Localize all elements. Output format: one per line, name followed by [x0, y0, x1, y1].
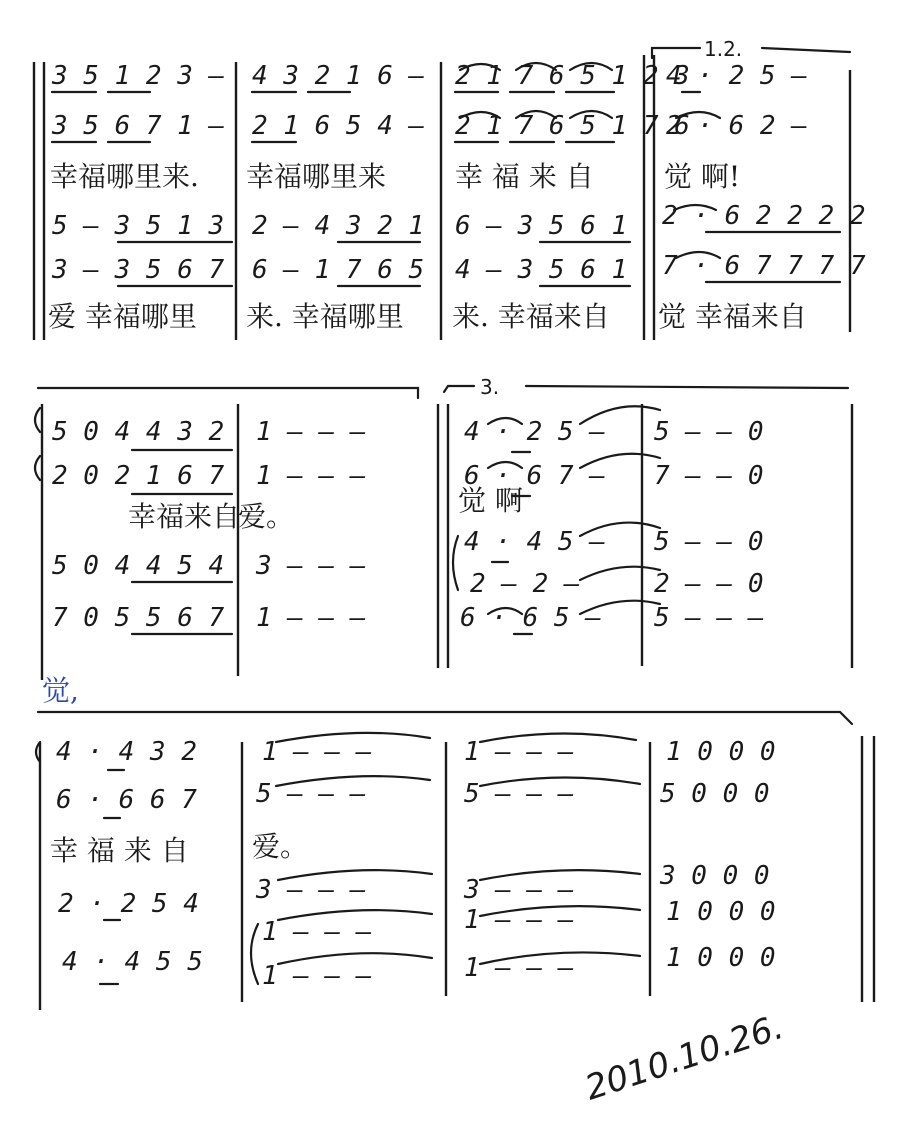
s3-r5-c3: 1 — — — — [464, 905, 574, 935]
date-signature — [580, 1007, 788, 1109]
s3-r6-c4: 1 0 0 0 — [666, 943, 776, 973]
s2-r6-c4: 5 — — — — [654, 603, 764, 633]
s1-r1-c4: 4 · 2 5 — — [666, 61, 807, 91]
s1-r3-lyric-3: 幸 福 来 自 — [455, 160, 594, 193]
system-1 — [34, 37, 866, 340]
volta-1-2 — [652, 37, 850, 61]
s2-r2-c2: 1 — — — — [256, 461, 366, 491]
s2-r4-c2: 3 — — — — [256, 551, 366, 581]
s3-r6-c1: 4 · 4 5 5 — [62, 947, 203, 977]
s1-r2-c4: 2 · 6 2 — — [666, 111, 807, 141]
s1-r2-c2: 2 1 6 5 4 — — [252, 111, 425, 141]
volta-label-1-2: 1.2. — [704, 37, 743, 61]
s1-r3-lyric-4: 觉 啊! — [664, 160, 741, 193]
s2-r5-c2: 1 — — — — [256, 603, 366, 633]
s1-r1-c3: 2 1 7 6 5 1 2 3 — [455, 61, 690, 91]
s3-r1-c3: 1 — — — — [464, 737, 574, 767]
date-text: 2010.10.26. — [580, 1007, 789, 1109]
s1-r4-c3: 6 — 3 5 6 1 — [455, 211, 628, 241]
s3-r2-c3: 5 — — — — [464, 779, 574, 809]
s1-r5-c4: 7 · 6 7 7 7 7 — [662, 251, 866, 281]
s3-r1-c2: 1 — — — — [262, 737, 372, 767]
s1-r2-c1: 3 5 6 7 1 — — [52, 111, 225, 141]
s2-r4-c3: 4 · 4 5 — — [464, 527, 605, 557]
s3-r2-c4: 5 0 0 0 — [660, 779, 770, 809]
s2-r5-c1: 7 0 5 5 6 7 — [52, 603, 225, 633]
volta-label-3: 3. — [480, 375, 500, 399]
s2-r5-c4: 2 — — 0 — [654, 569, 764, 599]
s1-r5-c1: 3 — 3 5 6 7 — [52, 255, 225, 285]
s3-r6-c3: 1 — — — — [464, 953, 574, 983]
s2-r5-c3: 2 — 2 — — [470, 569, 580, 599]
s2-r2-c3: 6 · 6 7 — — [464, 461, 605, 491]
s3-r5-c4: 1 0 0 0 — [666, 897, 776, 927]
s2-r6-c3: 6 · 6 5 — — [460, 603, 601, 633]
s2-r2-c1: 2 0 2 1 6 7 — [52, 461, 225, 491]
s1-r3-lyric-1: 幸福哪里来. — [50, 160, 199, 193]
s3-r4-c4: 3 0 0 0 — [660, 861, 770, 891]
s1-r1-c2: 4 3 2 1 6 — — [252, 61, 425, 91]
s1-r5-c3: 4 — 3 5 6 1 — [455, 255, 628, 285]
s3-r2-c1: 6 · 6 6 7 — [56, 785, 197, 815]
s3-r3-lyric-2: 爱。 — [252, 830, 309, 863]
s1-r3-lyric-2: 幸福哪里来 — [246, 160, 387, 193]
s2-r4-c1: 5 0 4 4 5 4 — [52, 551, 225, 581]
s2-r3-lyric-2: 爱。 — [238, 500, 295, 533]
s1-r6-lyric-3: 来. 幸福来自 — [452, 300, 610, 333]
s1-r6-lyric-2: 来. 幸福哪里 — [246, 300, 404, 333]
s3-r1-c4: 1 0 0 0 — [666, 737, 776, 767]
s3-r6-c2: 1 — — — — [262, 961, 372, 991]
s1-r4-c2: 2 — 4 3 2 1 — [252, 211, 425, 241]
s3-r2-c2: 5 — — — — [256, 779, 366, 809]
s3-r5-c2: 1 — — — — [262, 917, 372, 947]
s1-r6-lyric-4: 觉 幸福来自 — [658, 300, 807, 333]
s3-r4-c1: 2 · 2 5 4 — [58, 889, 199, 919]
s3-r4-c3: 3 — — — — [464, 875, 574, 905]
s2-r4-c4: 5 — — 0 — [654, 527, 764, 557]
s2-r1-c3: 4 · 2 5 — — [464, 417, 605, 447]
system-3 — [36, 712, 874, 1010]
s2-r7-lyric-1: 觉, — [42, 674, 79, 707]
s2-r3-lyric-1: 幸福来自 — [128, 500, 241, 533]
s1-r2-c3: 2 1 7 6 5 1 7 6 — [455, 111, 690, 141]
s3-r3-lyric-1: 幸 福 来 自 — [50, 834, 189, 867]
s1-r1-c1: 3 5 1 2 3 — — [52, 61, 225, 91]
system-2 — [35, 375, 852, 707]
s2-r1-c1: 5 0 4 4 3 2 — [52, 417, 225, 447]
s3-r4-c2: 3 — — — — [256, 875, 366, 905]
s1-r6-lyric-1: 爱 幸福哪里 — [48, 300, 197, 333]
s3-r1-c1: 4 · 4 3 2 — [56, 737, 197, 767]
s1-r4-c1: 5 — 3 5 1 3 — [52, 211, 225, 241]
s1-r4-c4: 2 · 6 2 2 2 2 — [662, 201, 866, 231]
s2-r3-lyric-3: 觉 啊 — [458, 484, 523, 517]
s1-r5-c2: 6 — 1 7 6 5 — [252, 255, 425, 285]
s2-r2-c4: 7 — — 0 — [654, 461, 764, 491]
s2-r1-c2: 1 — — — — [256, 417, 366, 447]
s2-r1-c4: 5 — — 0 — [654, 417, 764, 447]
